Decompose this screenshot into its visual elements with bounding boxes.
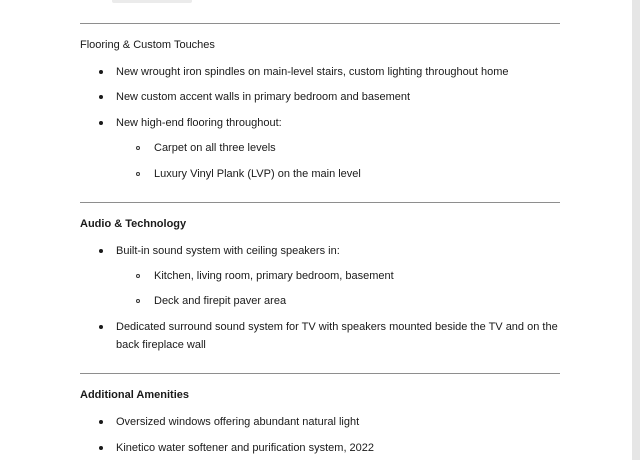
list-item-text: New wrought iron spindles on main-level stairs, custom lighting throughout home bbox=[116, 66, 509, 78]
bullet-icon bbox=[99, 249, 103, 253]
list-item-text: Built-in sound system with ceiling speakers in: bbox=[116, 245, 340, 257]
list-item-text: Kinetico water softener and purification system, 2022 bbox=[116, 442, 375, 454]
bullet-icon bbox=[99, 121, 103, 125]
section-divider bbox=[80, 23, 560, 24]
hollow-bullet-icon bbox=[136, 274, 140, 278]
section-heading-flooring: Flooring & Custom Touches bbox=[80, 39, 215, 51]
page-edge bbox=[632, 0, 640, 460]
sub-list-item-text: Deck and firepit paver area bbox=[154, 295, 287, 307]
sub-list-item-text: Carpet on all three levels bbox=[154, 142, 276, 154]
bullet-icon bbox=[99, 325, 103, 329]
bullet-icon bbox=[99, 420, 103, 424]
section-divider bbox=[80, 373, 560, 374]
clipped-text-fragment bbox=[112, 0, 192, 3]
bullet-icon bbox=[99, 95, 103, 99]
section-heading-audio: Audio & Technology bbox=[80, 218, 187, 230]
bullet-icon bbox=[99, 70, 103, 74]
list-item-text: New high-end flooring throughout: bbox=[116, 117, 282, 129]
sub-list-item-text: Kitchen, living room, primary bedroom, basement bbox=[154, 270, 394, 282]
sub-list-item-text: Luxury Vinyl Plank (LVP) on the main level bbox=[154, 168, 361, 180]
section-divider bbox=[80, 202, 560, 203]
list-item-text: Oversized windows offering abundant natural light bbox=[116, 416, 360, 428]
section-heading-amenities: Additional Amenities bbox=[80, 389, 189, 401]
list-item-text: Dedicated surround sound system for TV with speakers mounted beside the TV and on the back fireplace wall bbox=[116, 321, 558, 351]
hollow-bullet-icon bbox=[136, 146, 140, 150]
bullet-icon bbox=[99, 446, 103, 450]
hollow-bullet-icon bbox=[136, 172, 140, 176]
list-item-text: New custom accent walls in primary bedroom and basement bbox=[116, 91, 411, 103]
hollow-bullet-icon bbox=[136, 299, 140, 303]
